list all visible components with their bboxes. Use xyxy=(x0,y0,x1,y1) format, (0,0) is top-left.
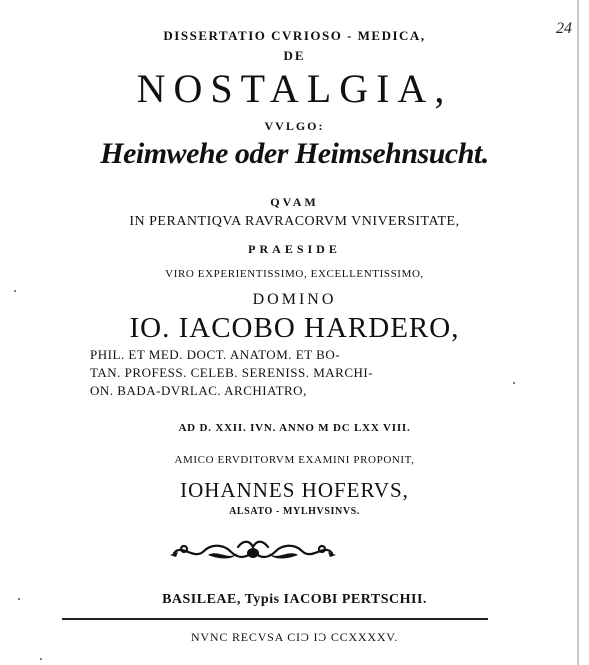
de-line: DE xyxy=(283,48,306,63)
proponit-line: AMICO ERVDITORVM EXAMINI PROPONIT, xyxy=(174,454,415,466)
speck xyxy=(14,290,16,292)
scroll-ornament-icon xyxy=(168,535,338,567)
speck xyxy=(18,598,20,600)
speck xyxy=(513,382,515,384)
dissertation-heading: DISSERTATIO CVRIOSO - MEDICA, xyxy=(163,28,426,43)
horizontal-rule xyxy=(62,618,488,620)
domino-line: DOMINO xyxy=(252,291,337,308)
date-line: AD D. XXII. IVN. ANNO M DC LXX VIII. xyxy=(178,422,411,434)
titles-line-1: PHIL. ET MED. DOCT. ANATOM. ET BO- xyxy=(90,347,341,362)
viro-line: VIRO EXPERIENTISSIMO, EXCELLENTISSIMO, xyxy=(165,268,424,280)
president-name: IO. IACOBO HARDERO, xyxy=(129,312,460,344)
vulgo-line: VVLGO: xyxy=(264,119,325,133)
imprint-line: BASILEAE, Typis IACOBI PERTSCHII. xyxy=(162,592,427,607)
titles-line-2: TAN. PROFESS. CELEB. SERENISS. MARCHI- xyxy=(90,365,374,380)
page-number: 24 xyxy=(556,20,572,37)
university-line: IN PERANTIQVA RAVRACORVM VNIVERSITATE, xyxy=(129,214,460,229)
fraktur-subtitle: Heimwehe oder Heimsehnsucht. xyxy=(100,137,489,170)
president-titles-block xyxy=(90,346,490,400)
speck xyxy=(40,658,42,660)
author-name: IOHANNES HOFERVS, xyxy=(180,478,409,502)
titles-line-3: ON. BADA-DVRLAC. ARCHIATRO, xyxy=(90,383,307,398)
quam-line: QVAM xyxy=(270,195,319,209)
praeside-line: PRAESIDE xyxy=(248,242,341,256)
author-origin: ALSATO - MYLHVSINVS. xyxy=(229,506,360,517)
main-title: NOSTALGIA, xyxy=(136,66,453,111)
reprint-line: NVNC RECVSA CIϽ IϽ CCXXXXV. xyxy=(190,630,399,644)
